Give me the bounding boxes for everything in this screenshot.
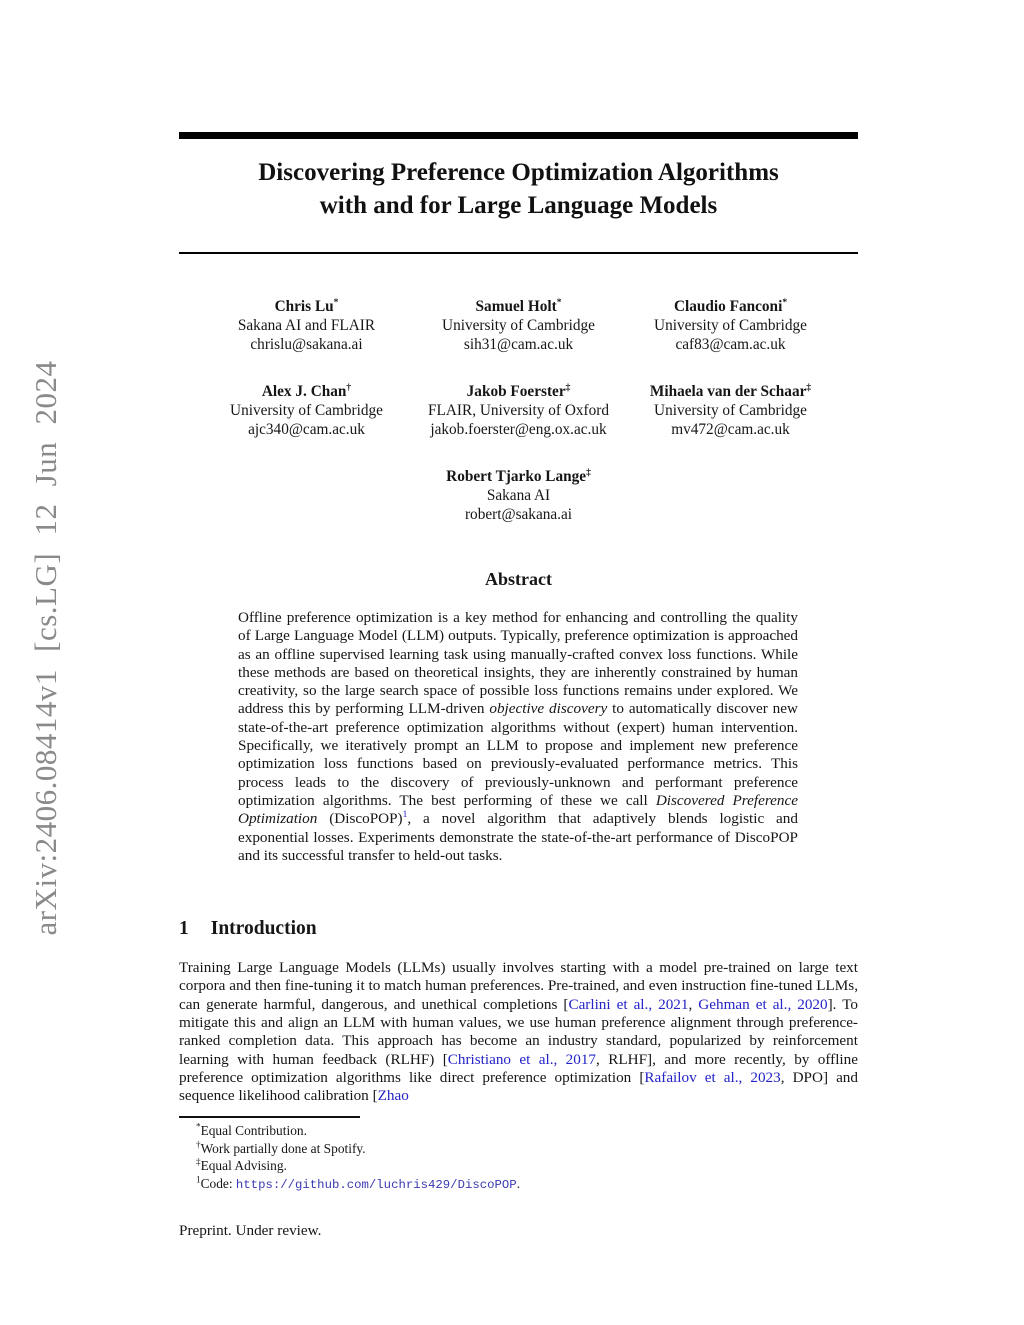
section-title: Introduction xyxy=(210,918,317,939)
cite-carlini-2021[interactable]: Carlini et al., 2021 xyxy=(568,995,689,1013)
author-footnote-marker: * xyxy=(556,297,562,308)
author-email: ajc340@cam.ac.uk xyxy=(248,421,365,438)
author-name xyxy=(201,382,413,401)
paper-title-line-2: with and for Large Language Models xyxy=(319,192,718,219)
text-segment: (DiscoPOP) xyxy=(317,810,403,828)
footnote-equal-advising xyxy=(179,1157,858,1175)
text-segment: ]. To mitigate this and align an LLM with human values, we use human preference alignment through preference-ranked completion data. This approach has become an industry standard, popularized by reinforcement learning with human feedback (RLHF) [ xyxy=(179,995,859,1068)
footnote-text xyxy=(201,1141,366,1156)
author-row-2 xyxy=(179,382,858,439)
author-block xyxy=(179,297,858,524)
author-email: caf83@cam.ac.uk xyxy=(675,336,786,353)
cite-christiano-2017[interactable]: Christiano et al., 2017 xyxy=(447,1050,597,1068)
paper-title-line-1: Discovering Preference Optimization Algorithms xyxy=(258,159,779,186)
cite-gehman-2020[interactable]: Gehman et al., 2020 xyxy=(698,995,828,1013)
author-name-text: Jakob Foerster xyxy=(466,383,566,400)
abstract-footnote-ref[interactable]: 1 xyxy=(402,810,408,821)
text-segment: objective discovery xyxy=(489,700,608,718)
text-segment: Equal Advising. xyxy=(200,1158,287,1174)
author-name-text: Mihaela van der Schaar xyxy=(649,383,807,400)
author-affiliation: University of Cambridge xyxy=(442,317,595,334)
text-segment: Discovered Preference Optimization xyxy=(238,791,798,828)
author-email: robert@sakana.ai xyxy=(464,506,573,523)
cite-zhao[interactable]: Zhao xyxy=(377,1087,409,1105)
text-segment: Offline preference optimization is a key method for enhancing and controlling the quality of Large Language Model (LLM) outputs. Typically, preference optimization is approached as an offline supervised learning task using manually-crafted convex loss functions. While these methods are based on theoretical insights, they are inherently constrained by human creativity, so the large search space of possible loss functions remains under explored. We address this by performing LLM-driven xyxy=(238,609,798,718)
paper-title xyxy=(179,156,858,222)
footnote-marker: * xyxy=(196,1121,201,1132)
footnotes xyxy=(179,1122,858,1194)
author-name-text: Alex J. Chan xyxy=(261,383,347,400)
text-segment: to automatically discover new state-of-the-art preference optimization algorithms without (expert) human intervention. Specifically, we iteratively prompt an LLM to propose and implement new preference optimization loss functions based on previously-evaluated performance metrics. This process leads to the discovery of previously-unknown and performant preference optimization algorithms. The best performing of these we call xyxy=(238,700,798,809)
author-alex-chan xyxy=(201,382,413,439)
author-affiliation: Sakana AI xyxy=(486,487,551,504)
title-rule-top xyxy=(179,132,858,139)
author-chris-lu xyxy=(201,297,413,354)
author-jakob-foerster xyxy=(413,382,625,439)
title-rule-bottom xyxy=(179,252,858,254)
text-segment: , a novel algorithm that adaptively blends logistic and exponential losses. Experiments demonstrate the state-of-the-art performance of DiscoPOP and its successful transfer to held-out tasks. xyxy=(238,810,798,864)
author-affiliation: Sakana AI and FLAIR xyxy=(237,317,376,334)
arxiv-watermark: arXiv:2406.08414v1 [cs.LG] 12 Jun 2024 xyxy=(28,360,63,936)
text-segment: , xyxy=(688,995,699,1013)
abstract-heading: Abstract xyxy=(485,569,552,589)
author-email: jakob.foerster@eng.ox.ac.uk xyxy=(430,421,607,438)
author-name xyxy=(413,467,625,486)
text-segment: Work partially done at Spotify. xyxy=(200,1140,366,1156)
author-footnote-marker: ‡ xyxy=(565,382,571,393)
footnote-marker: 1 xyxy=(196,1174,201,1185)
author-footnote-marker: * xyxy=(782,297,788,308)
author-footnote-marker: ‡ xyxy=(806,382,812,393)
footnote-text xyxy=(201,1158,287,1173)
author-email: mv472@cam.ac.uk xyxy=(671,421,790,438)
author-name-text: Chris Lu xyxy=(274,298,334,315)
cite-rafailov-2023[interactable]: Rafailov et al., 2023 xyxy=(644,1069,781,1087)
author-name-text: Samuel Holt xyxy=(475,298,557,315)
author-affiliation: University of Cambridge xyxy=(654,402,807,419)
author-name-text: Claudio Fanconi xyxy=(673,298,783,315)
author-footnote-marker: * xyxy=(333,297,339,308)
footnote-text xyxy=(201,1176,520,1191)
preprint-notice: Preprint. Under review. xyxy=(179,1222,322,1239)
text-segment: , DPO] and sequence likelihood calibration [ xyxy=(179,1069,858,1105)
author-affiliation: University of Cambridge xyxy=(230,402,383,419)
author-claudio-fanconi xyxy=(625,297,837,354)
author-name xyxy=(625,297,837,316)
author-email: chrislu@sakana.ai xyxy=(250,336,363,353)
text-segment: Equal Contribution. xyxy=(200,1123,307,1138)
footnote-text xyxy=(201,1123,307,1138)
code-repo-link[interactable]: https://github.com/luchris429/DiscoPOP xyxy=(235,1177,517,1192)
abstract-text xyxy=(238,609,798,865)
section-number: 1 xyxy=(179,918,189,939)
text-segment: Code: xyxy=(200,1175,236,1191)
text-segment: , RLHF], and more recently, by offline preference optimization algorithms like direct preference optimization [ xyxy=(179,1050,858,1087)
author-row-3 xyxy=(179,467,858,524)
author-row-1 xyxy=(179,297,858,354)
text-segment: Training Large Language Models (LLMs) usually involves starting with a model pre-trained on large text corpora and then fine-tuning it to match human preferences. Pre-trained, and even instruction fine-tuned LLMs, can generate harmful, dangerous, and unethical completions [ xyxy=(179,959,858,1013)
author-email: sih31@cam.ac.uk xyxy=(463,336,574,353)
author-mihaela-van-der-schaar xyxy=(625,382,837,439)
author-samuel-holt xyxy=(413,297,625,354)
author-name xyxy=(201,297,413,316)
author-affiliation: FLAIR, University of Oxford xyxy=(428,402,609,419)
author-name xyxy=(625,382,837,401)
author-name xyxy=(413,382,625,401)
author-footnote-marker: ‡ xyxy=(586,467,591,478)
footnote-code xyxy=(179,1175,858,1195)
text-segment: . xyxy=(516,1175,521,1191)
author-name xyxy=(413,297,625,316)
author-robert-lange xyxy=(413,467,625,524)
footnote-rule xyxy=(179,1116,360,1118)
introduction-paragraph xyxy=(179,959,858,1106)
footnote-marker: ‡ xyxy=(196,1156,201,1167)
footnote-equal-contribution xyxy=(179,1122,858,1140)
footnote-marker: † xyxy=(196,1139,201,1150)
author-footnote-marker: † xyxy=(346,382,352,393)
footnote-spotify xyxy=(179,1140,858,1158)
author-affiliation: University of Cambridge xyxy=(654,317,807,334)
section-heading-introduction xyxy=(179,918,858,940)
author-name-text: Robert Tjarko Lange xyxy=(446,468,587,485)
